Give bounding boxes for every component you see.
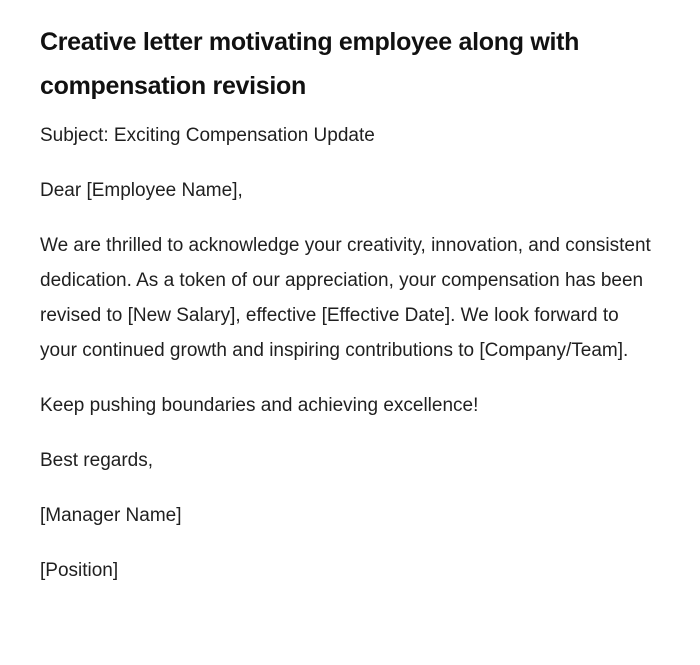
letter-subject: Subject: Exciting Compensation Update — [40, 125, 375, 146]
signature-name: [Manager Name] — [40, 505, 182, 526]
letter-encouragement: Keep pushing boundaries and achieving excellence! — [40, 395, 479, 416]
letter-body: We are thrilled to acknowledge your creativity, innovation, and consistent dedication. As a token of our appreciation, your compensation has been revised to [New Salary], effective [Effective Date]. We look forward to your continued growth and inspiring contributions to [Company/Team]. — [40, 235, 651, 361]
letter-greeting: Dear [Employee Name], — [40, 180, 243, 201]
letter-closing: Best regards, — [40, 450, 153, 471]
document-title: Creative letter motivating employee along with compensation revision — [40, 28, 580, 100]
signature-position: [Position] — [40, 560, 119, 581]
